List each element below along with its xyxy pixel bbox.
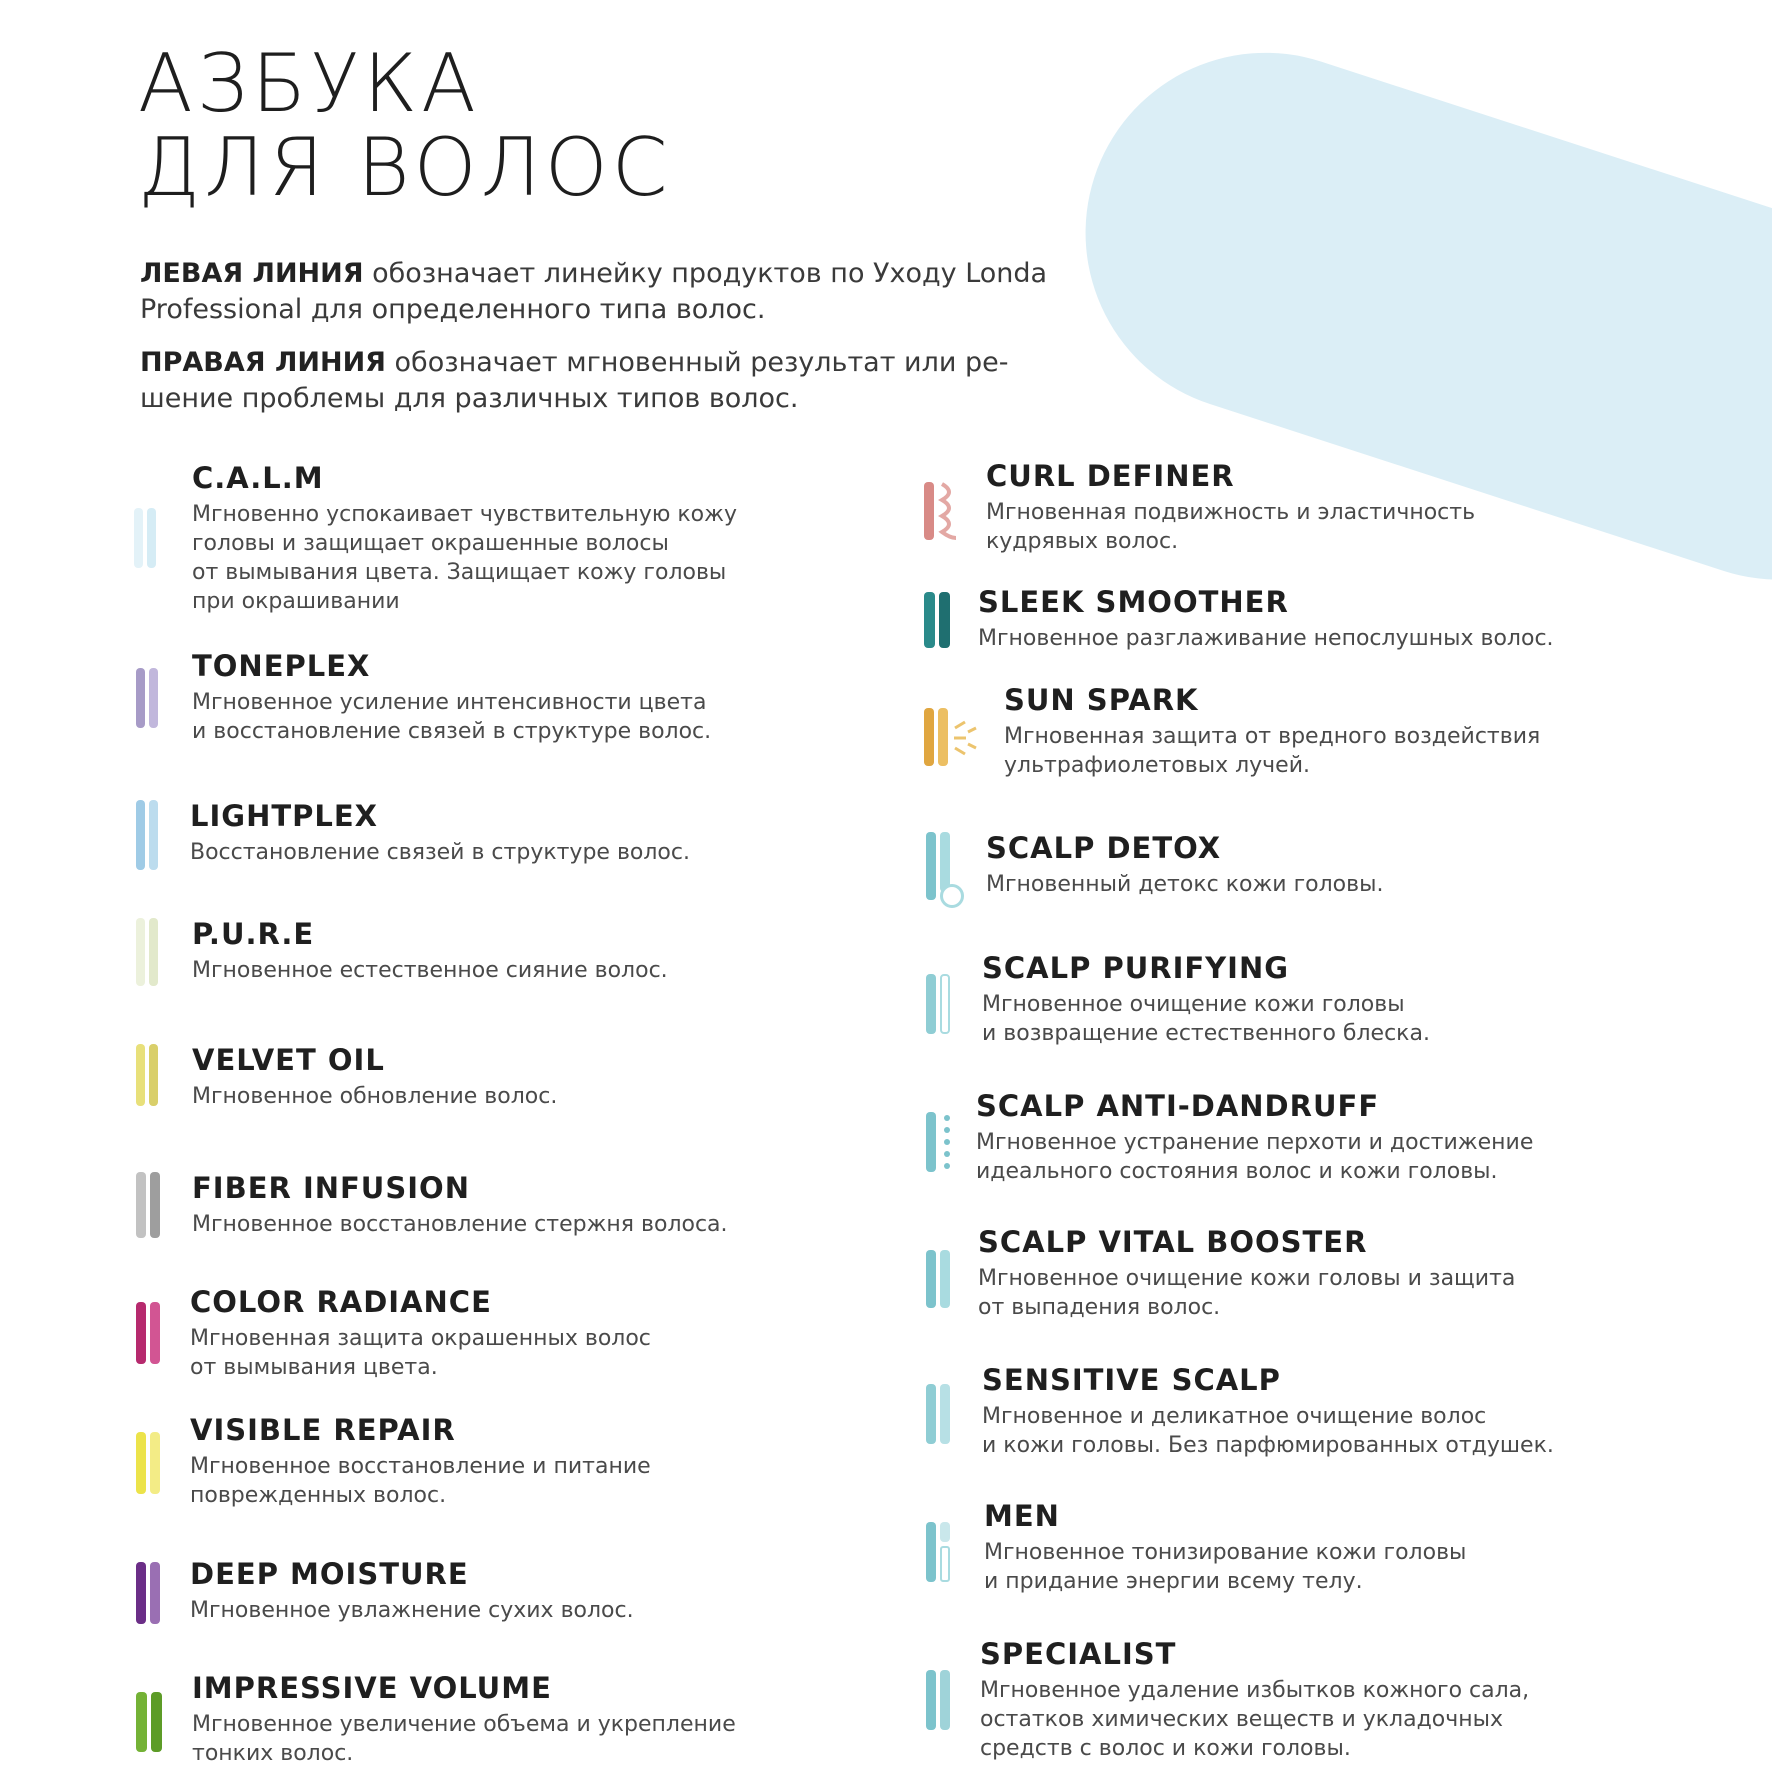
product-name: DEEP MOISTURE (190, 1557, 469, 1591)
desc-line: головы и защищает окрашенные волосы (192, 531, 669, 556)
desc-line: кудрявых волос. (986, 529, 1179, 554)
product-description (980, 1676, 1529, 1763)
product-description (190, 1596, 634, 1625)
desc-line: Мгновенное увлажнение сухих волос. (190, 1598, 634, 1623)
desc-line: Мгновенное очищение кожи головы (982, 992, 1405, 1017)
product-name: SPECIALIST (980, 1637, 1177, 1671)
product-name: SCALP DETOX (986, 831, 1222, 865)
desc-line: и восстановление связей в структуре волос. (192, 719, 712, 744)
curl-definer-icon (924, 482, 958, 540)
intro-right-line (140, 345, 1220, 417)
product-name: P.U.R.E (192, 917, 315, 951)
product-name: IMPRESSIVE VOLUME (192, 1671, 552, 1705)
product-name: TONEPLEX (192, 649, 371, 683)
title-line-1: АЗБУКА (138, 37, 480, 130)
desc-line: и кожи головы. Без парфюмированных отдушек. (982, 1433, 1554, 1458)
product-fiber-infusion (192, 1170, 728, 1239)
product-sun-spark (1004, 682, 1540, 780)
product-deep-moisture (190, 1556, 634, 1625)
desc-line: средств с волос и кожи головы. (980, 1736, 1351, 1761)
sleek-smoother-icon (924, 592, 954, 648)
product-description (986, 870, 1383, 899)
desc-line: Мгновенное удаление избытков кожного сала, (980, 1678, 1530, 1703)
product-name: SCALP ANTI-DANDRUFF (976, 1089, 1380, 1123)
velvet-oil-icon (136, 1044, 162, 1106)
desc-line: идеального состояния волос и кожи головы. (976, 1159, 1498, 1184)
desc-line: Мгновенное очищение кожи головы и защита (978, 1266, 1516, 1291)
intro-left-label: ЛЕВАЯ ЛИНИЯ (140, 258, 364, 289)
product-description (978, 1264, 1515, 1322)
product-lightplex (190, 798, 690, 867)
product-pure (192, 916, 668, 985)
intro-right-label: ПРАВАЯ ЛИНИЯ (140, 347, 386, 378)
product-description (190, 838, 690, 867)
product-name: MEN (984, 1499, 1060, 1533)
product-impressive-volume (192, 1670, 736, 1768)
intro-right-text-1: обозначает мгновенный результат или ре- (385, 347, 1009, 378)
product-calm (192, 460, 737, 616)
product-description (982, 990, 1430, 1048)
product-men (984, 1498, 1466, 1596)
product-description (192, 956, 668, 985)
desc-line: Мгновенный детокс кожи головы. (986, 872, 1384, 897)
scalp-vital-booster-icon (926, 1250, 956, 1308)
product-scalp-vital-booster (978, 1224, 1515, 1322)
product-velvet-oil (192, 1042, 557, 1111)
product-description (982, 1402, 1554, 1460)
product-description (192, 688, 711, 746)
product-name: C.A.L.M (192, 461, 324, 495)
scalp-purifying-icon (926, 974, 956, 1034)
desc-line: от вымывания цвета. Защищает кожу головы (192, 560, 727, 585)
product-description (976, 1128, 1533, 1186)
product-description (978, 624, 1554, 653)
product-name: LIGHTPLEX (190, 799, 379, 833)
product-toneplex (192, 648, 711, 746)
desc-line: Мгновенное восстановление стержня волоса. (192, 1212, 728, 1237)
product-scalp-purifying (982, 950, 1430, 1048)
desc-line: и придание энергии всему телу. (984, 1569, 1363, 1594)
intro-left-line (140, 256, 1220, 328)
desc-line: от вымывания цвета. (190, 1355, 438, 1380)
desc-line: Мгновенное увеличение объема и укрепление (192, 1712, 736, 1737)
fiber-infusion-icon (136, 1172, 164, 1238)
desc-line: Мгновенно успокаивает чувствительную кожу (192, 502, 737, 527)
product-name: VISIBLE REPAIR (190, 1413, 456, 1447)
desc-line: Мгновенное восстановление и питание (190, 1454, 651, 1479)
lightplex-icon (136, 800, 162, 870)
product-description (192, 1710, 736, 1768)
product-description (986, 498, 1475, 556)
desc-line: при окрашивании (192, 589, 400, 614)
desc-line: Мгновенное естественное сияние волос. (192, 958, 668, 983)
product-description (984, 1538, 1466, 1596)
intro-right-text-2: шение проблемы для различных типов волос. (140, 383, 799, 414)
desc-line: остатков химических веществ и укладочных (980, 1707, 1504, 1732)
product-description (190, 1324, 651, 1382)
men-icon (926, 1522, 956, 1582)
product-name: COLOR RADIANCE (190, 1285, 492, 1319)
desc-line: поврежденных волос. (190, 1483, 447, 1508)
product-name: SLEEK SMOOTHER (978, 585, 1289, 619)
color-radiance-icon (136, 1302, 164, 1364)
product-sensitive-scalp (982, 1362, 1554, 1460)
desc-line: Мгновенная защита окрашенных волос (190, 1326, 651, 1351)
scalp-anti-dandruff-icon (926, 1112, 956, 1172)
product-name: SCALP VITAL BOOSTER (978, 1225, 1368, 1259)
sensitive-scalp-icon (926, 1384, 956, 1444)
desc-line: Мгновенное разглаживание непослушных волос. (978, 626, 1554, 651)
product-name: SENSITIVE SCALP (982, 1363, 1281, 1397)
product-sleek-smoother (978, 584, 1554, 653)
product-description (190, 1452, 651, 1510)
desc-line: Мгновенное усиление интенсивности цвета (192, 690, 707, 715)
product-description (1004, 722, 1540, 780)
desc-line: Мгновенное тонизирование кожи головы (984, 1540, 1467, 1565)
page-title (138, 37, 672, 214)
desc-line: Мгновенное обновление волос. (192, 1084, 558, 1109)
intro-left-text-1: обозначает линейку продуктов по Уходу Londa (363, 258, 1048, 289)
product-description (192, 500, 737, 616)
product-name: SUN SPARK (1004, 683, 1199, 717)
desc-line: от выпадения волос. (978, 1295, 1221, 1320)
desc-line: ультрафиолетовых лучей. (1004, 753, 1311, 778)
visible-repair-icon (136, 1432, 164, 1494)
product-scalp-anti-dandruff (976, 1088, 1533, 1186)
desc-line: Мгновенное устранение перхоти и достижение (976, 1130, 1534, 1155)
desc-line: тонких волос. (192, 1741, 354, 1766)
calm-icon (134, 508, 160, 568)
specialist-icon (926, 1670, 956, 1730)
toneplex-icon (136, 668, 162, 728)
pure-icon (136, 918, 162, 986)
deep-moisture-icon (136, 1562, 164, 1624)
product-name: CURL DEFINER (986, 459, 1235, 493)
product-name: SCALP PURIFYING (982, 951, 1290, 985)
desc-line: Мгновенная подвижность и эластичность (986, 500, 1476, 525)
product-scalp-detox (986, 830, 1383, 899)
intro-left-text-2: Professional для определенного типа волос. (140, 294, 766, 325)
desc-line: Мгновенное и деликатное очищение волос (982, 1404, 1487, 1429)
product-description (192, 1082, 557, 1111)
scalp-detox-icon (926, 832, 966, 906)
product-specialist (980, 1636, 1529, 1763)
desc-line: Восстановление связей в структуре волос. (190, 840, 690, 865)
desc-line: Мгновенная защита от вредного воздействия (1004, 724, 1541, 749)
product-description (192, 1210, 728, 1239)
sun-spark-icon (924, 708, 980, 766)
product-visible-repair (190, 1412, 651, 1510)
impressive-volume-icon (136, 1692, 166, 1752)
product-curl-definer (986, 458, 1475, 556)
product-color-radiance (190, 1284, 651, 1382)
title-line-2: ДЛЯ ВОЛОС (138, 121, 672, 214)
desc-line: и возвращение естественного блеска. (982, 1021, 1430, 1046)
product-name: FIBER INFUSION (192, 1171, 470, 1205)
product-name: VELVET OIL (192, 1043, 385, 1077)
